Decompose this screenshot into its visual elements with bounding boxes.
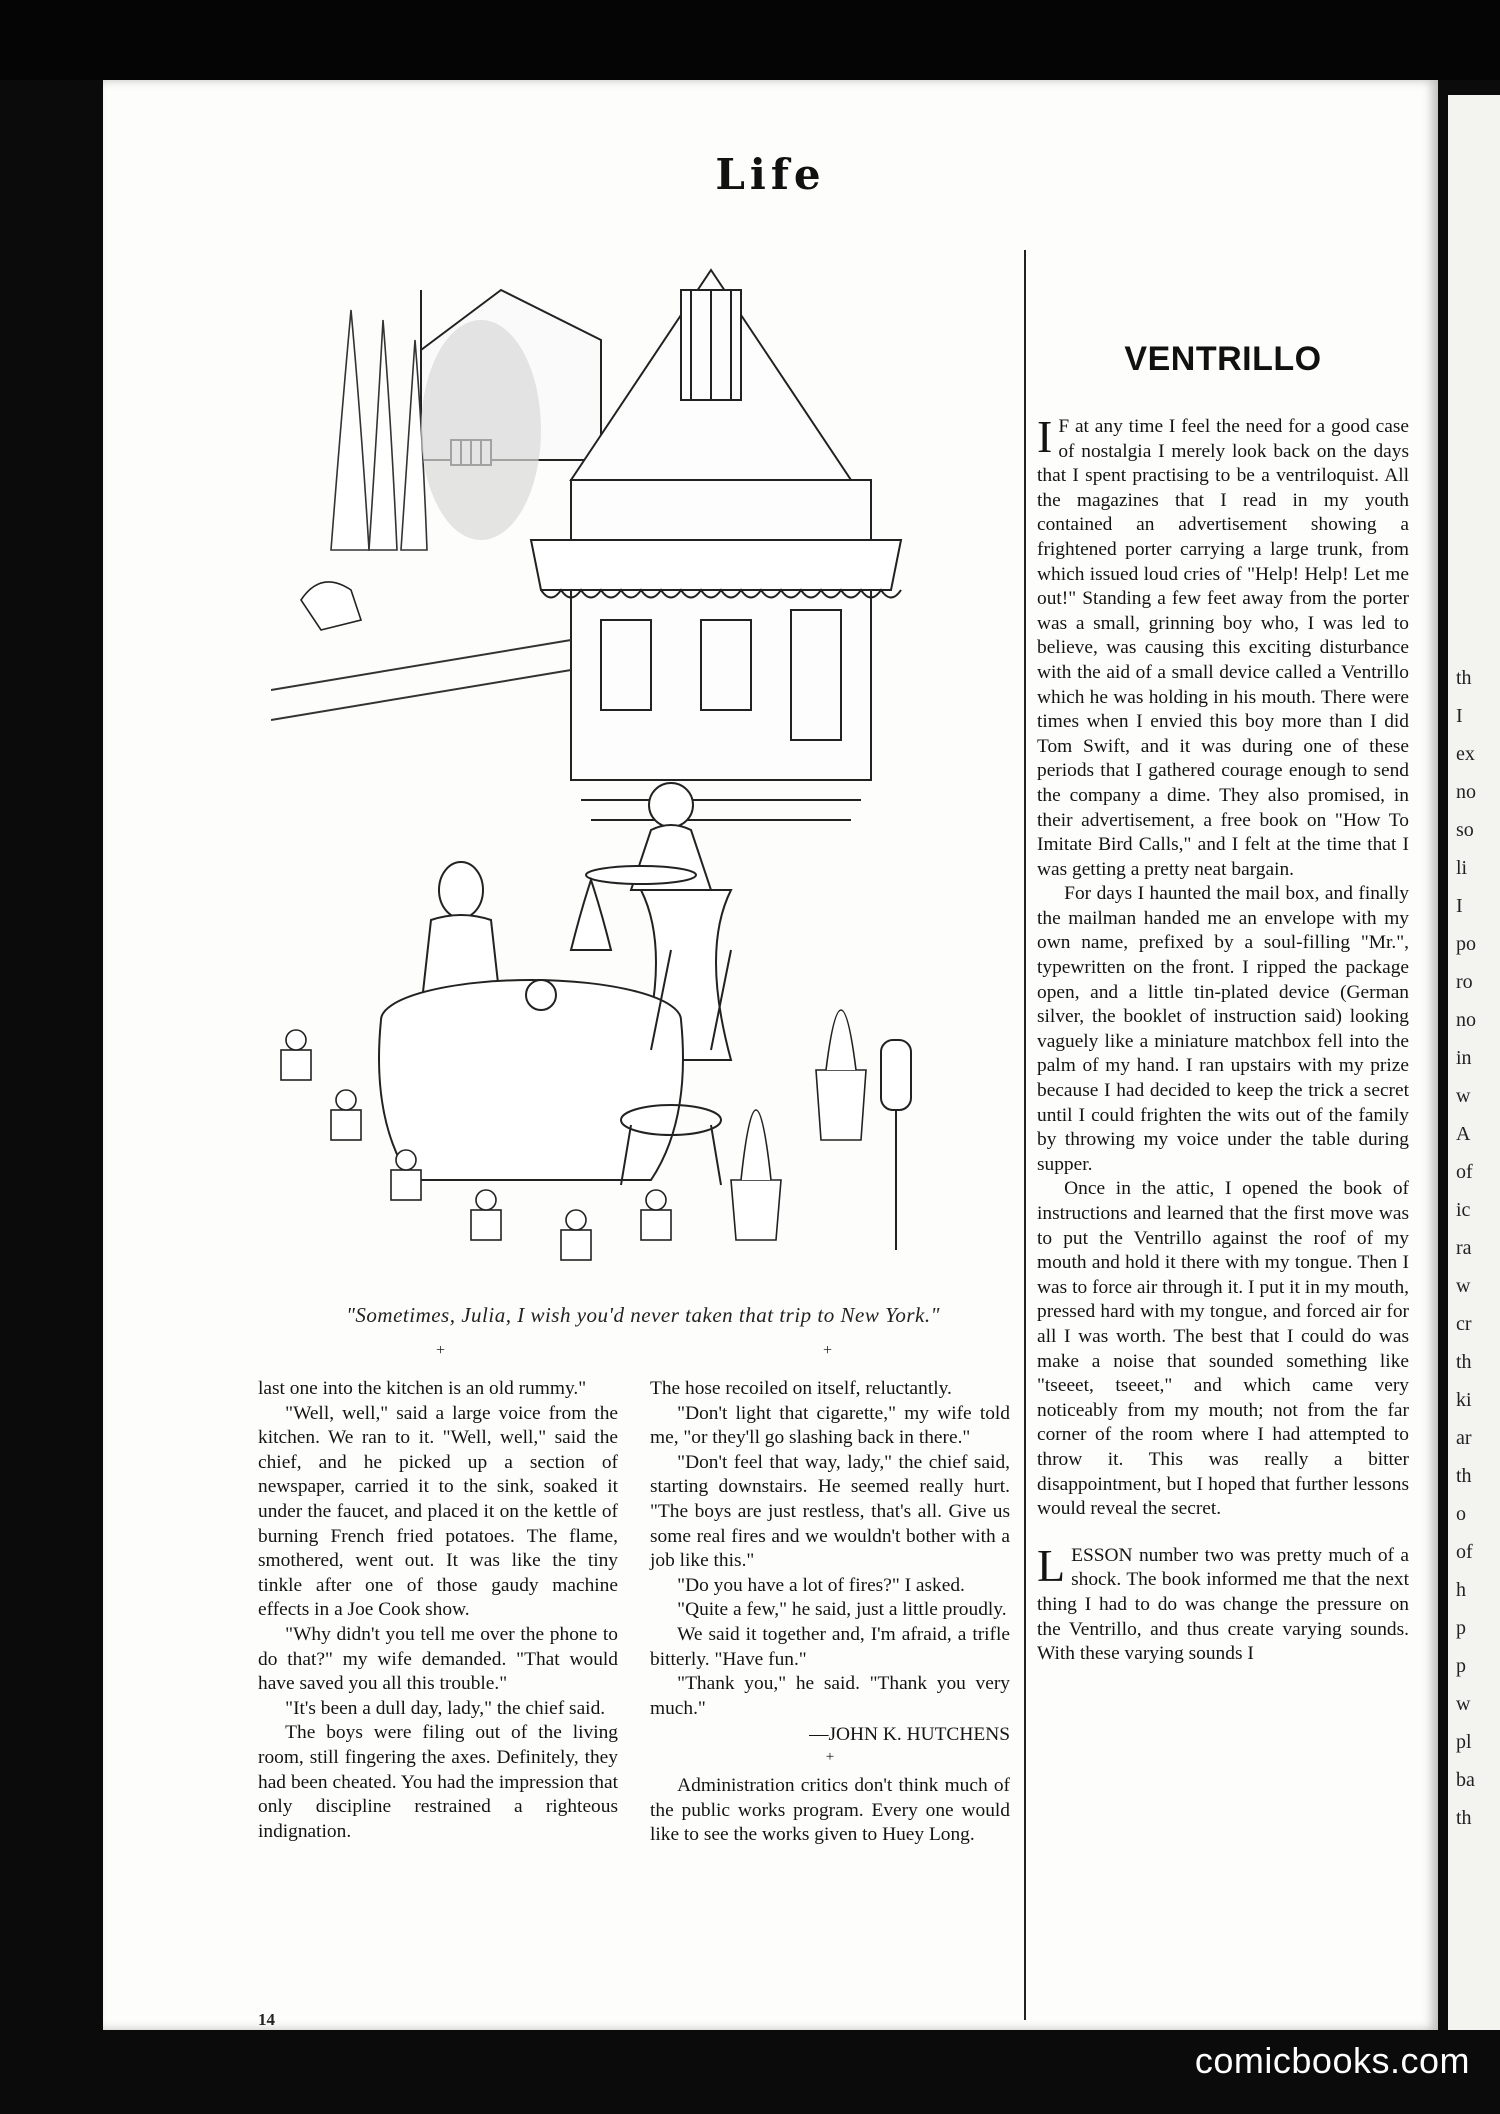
- drop-cap: L: [1037, 1539, 1066, 1591]
- adjacent-page-fragment: p: [1456, 1617, 1466, 1639]
- paragraph: "It's been a dull day, lady," the chief said.: [285, 1697, 606, 1719]
- page-number: 14: [258, 2010, 275, 2029]
- adjacent-page-fragment: no: [1456, 781, 1476, 803]
- paragraph: Administration critics don't think much of the public works program. Every one would like to see the works given to Huey Long.: [650, 1774, 1010, 1846]
- ornament-mark: +: [823, 1342, 833, 1359]
- ornament-mark: +: [436, 1342, 446, 1359]
- fence: [271, 640, 571, 720]
- site-watermark: comicbooks.com: [1194, 2040, 1470, 2081]
- adjacent-page-fragment: I: [1456, 705, 1463, 727]
- adjacent-page-fragment: li: [1456, 857, 1468, 879]
- adjacent-page-fragment: no: [1456, 1009, 1476, 1031]
- adjacent-page-fragment: so: [1456, 819, 1474, 841]
- adjacent-page-fragment: pl: [1456, 1731, 1472, 1753]
- adjacent-page-fragment: ki: [1456, 1389, 1472, 1411]
- adjacent-page-fragment: ra: [1456, 1237, 1472, 1259]
- adjacent-page-fragment: po: [1456, 933, 1476, 955]
- adjacent-page-fragment: of: [1456, 1161, 1473, 1183]
- paragraph: F at any time I feel the need for a good case of nostalgia I merely look back on the days that I spent practising to be a ventriloquist. All the magazines that I read in my youth contained an advertisement showing a frightened porter carrying a large trunk, from which issued loud cries of "Help! Help! Let me out!" Standing a few feet away from the porter was a small, grinning boy who, I was led to believe, was causing this exciting disturbance with the aid of a small device called a Ventrillo which he was holding in his mouth. There were times when I envied this boy more than I did Tom Swift, and it was during one of these periods that I gathered courage enough to send the company a dime. They also promised, in their advertisement, a free book on "How To Imitate Bird Calls," and I felt at the time that I was getting a pretty neat bargain.: [1037, 416, 1409, 880]
- masthead: Life: [715, 150, 826, 199]
- adjacent-page-fragment: w: [1456, 1085, 1471, 1107]
- adjacent-page-fragment: cr: [1456, 1313, 1472, 1335]
- paragraph: "Don't feel that way, lady," the chief said, starting downstairs. He seemed really hurt. "The boys are just restless, that's all. Give us some real fires and we wouldn't bother with a job like this.": [650, 1451, 1010, 1572]
- adjacent-page-fragment: th: [1456, 1351, 1472, 1373]
- adjacent-page-fragment: ar: [1456, 1427, 1472, 1449]
- adjacent-page-fragment: h: [1456, 1579, 1466, 1601]
- paragraph: ESSON number two was pretty much of a shock. The book informed me that the next thing I had to do was change the pressure on the Ventrillo, and thus create varying sounds. With these varying sounds I: [1037, 1544, 1409, 1665]
- article-title: VENTRILLO: [1124, 340, 1322, 378]
- article-column: [1037, 411, 1409, 1667]
- adjacent-page-fragment: th: [1456, 1465, 1472, 1487]
- scan-border: [0, 0, 1500, 80]
- adjacent-page-fragment: w: [1456, 1693, 1471, 1715]
- drop-cap: I: [1037, 411, 1053, 462]
- mailbox-drawing: [881, 1040, 911, 1250]
- adjacent-page-fragment: o: [1456, 1503, 1466, 1525]
- paragraph: We said it together and, I'm afraid, a trifle bitterly. "Have fun.": [650, 1623, 1010, 1670]
- text-column-2: [650, 1377, 1010, 1848]
- paragraph: "Why didn't you tell me over the phone to do that?" my wife demanded. "That would have saved you all this trouble.": [258, 1623, 618, 1695]
- cartoon-illustration: [271, 250, 921, 1290]
- adjacent-page-fragment: ro: [1456, 971, 1473, 993]
- ornament-mark: +: [825, 1748, 835, 1765]
- adjacent-page-fragment: th: [1456, 1807, 1472, 1829]
- byline: —JOHN K. HUTCHENS: [809, 1724, 1010, 1746]
- adjacent-page-fragment: A: [1456, 1123, 1471, 1145]
- paragraph: "Well, well," said a large voice from the kitchen. We ran to it. "Well, well," said the chief, and he picked up a section of newspaper, carried it to the sink, soaked it under the faucet, and placed it on the kettle of burning French fried potatoes. The flame, smothered, went out. It was like the tiny tinkle after one of those gaudy machine effects in a Joe Cook show.: [258, 1402, 618, 1621]
- cow-drawing: [301, 582, 361, 630]
- paragraph: For days I haunted the mail box, and finally the mailman handed me an envelope with my own name, prefixed by a soul-filling "Mr.", typewritten on the front. I ripped the package open, and a little tin-plated device (German silver, the booklet of instruction said) looking vaguely like a miniature matchbox fell into the palm of my hand. I ran upstairs with my prize because I had decided to keep the trick a secret until I could frighten the wits out of the family by throwing my voice under the table during supper.: [1037, 883, 1409, 1175]
- column-rule: [1024, 250, 1026, 2020]
- adjacent-page-fragment: ex: [1456, 743, 1475, 765]
- paragraph: "Do you have a lot of fires?" I asked.: [677, 1574, 965, 1596]
- poplar-trees: [331, 310, 427, 550]
- adjacent-page-fragment: I: [1456, 895, 1463, 917]
- adjacent-page-fragment: ba: [1456, 1769, 1475, 1791]
- magazine-page: [103, 80, 1438, 2030]
- paragraph: "Don't light that cigarette," my wife told me, "or they'll go slashing back in there.": [650, 1402, 1010, 1449]
- adjacent-page-edge: [1448, 95, 1500, 2030]
- adjacent-page-fragment: p: [1456, 1655, 1466, 1677]
- text-column-1: [258, 1377, 618, 1844]
- adjacent-page-fragment: th: [1456, 667, 1472, 689]
- adjacent-page-fragment: w: [1456, 1275, 1471, 1297]
- paragraph: Once in the attic, I opened the book of instructions and learned that the first move was to put the Ventrillo against the roof of my mouth and hold it there with my tongue. Then I was to force air through it. I put it in my mouth, pressed hard with my tongue, and forced air for all I was worth. The best that I could do was make a noise that sounded something like "tseeet, tseeet," and which came very noticeably from my mouth; not from the far corner of the room where I had attempted to throw it. This was really a bitter disappointment, but I hoped that further lessons would reveal the secret.: [1037, 1178, 1409, 1520]
- adjacent-page-fragment: of: [1456, 1541, 1473, 1563]
- paragraph: last one into the kitchen is an old rummy.": [258, 1378, 587, 1399]
- cartoon-caption: "Sometimes, Julia, I wish you'd never taken that trip to New York.": [346, 1303, 940, 1327]
- adjacent-page-fragment: in: [1456, 1047, 1472, 1069]
- paragraph: "Thank you," he said. "Thank you very much.": [650, 1673, 1010, 1719]
- paragraph: "Quite a few," he said, just a little proudly.: [677, 1599, 1007, 1621]
- paragraph: The boys were filing out of the living room, still fingering the axes. Definitely, they had been cheated. You had the impression that only discipline restrained a righteous indignation.: [258, 1722, 618, 1842]
- adjacent-page-fragment: ic: [1456, 1199, 1471, 1221]
- table-drawing: [379, 880, 683, 1180]
- paragraph: The hose recoiled on itself, reluctantly.: [650, 1378, 952, 1399]
